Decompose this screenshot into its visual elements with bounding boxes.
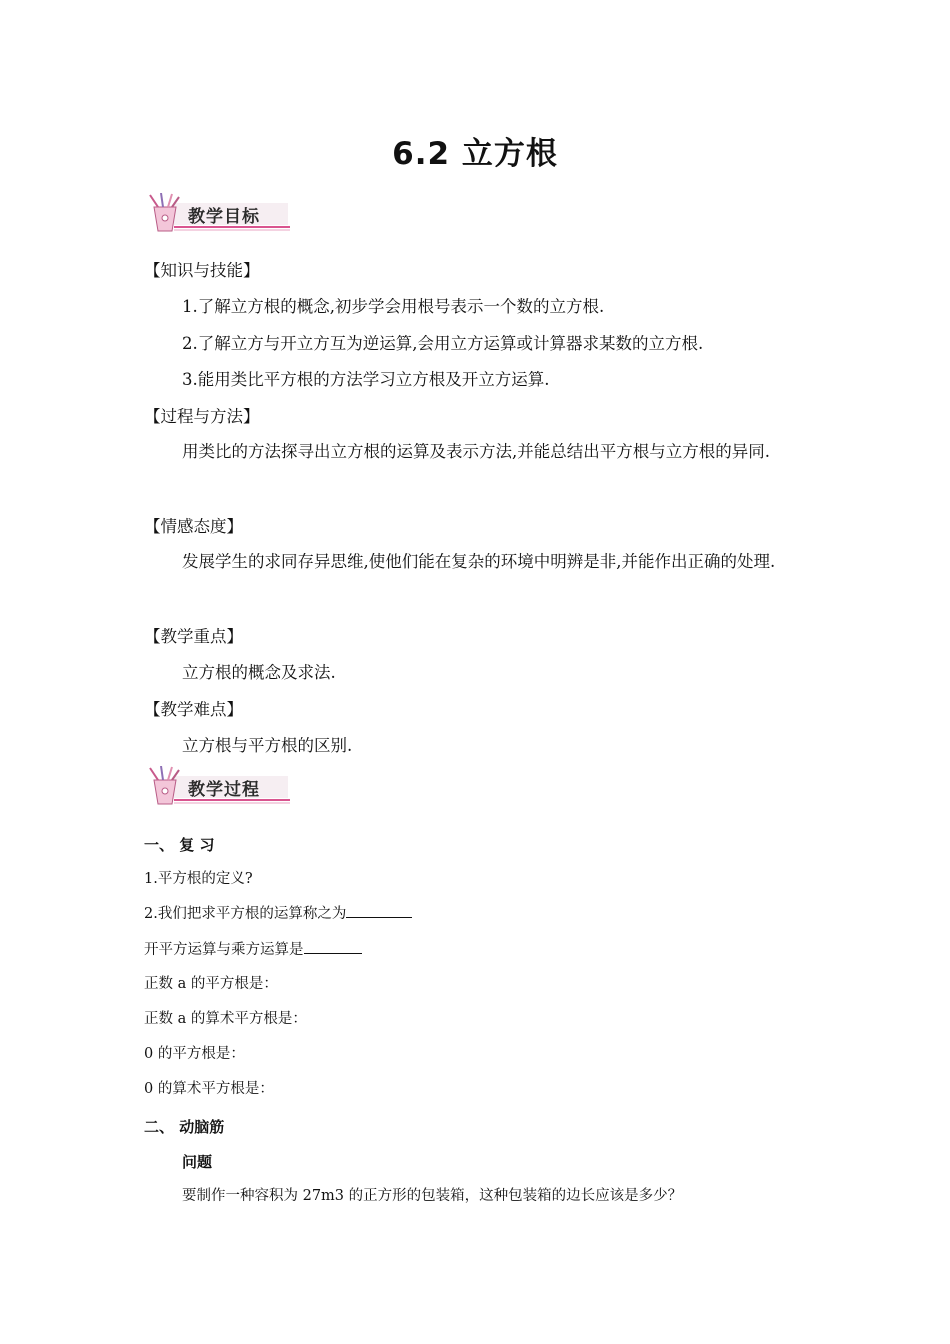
process-text: 用类比的方法探寻出立方根的运算及表示方法,并能总结出平方根与立方根的异同.	[182, 442, 770, 461]
process-heading: 【过程与方法】	[144, 407, 260, 426]
banner-teaching-process	[144, 766, 294, 806]
problem-text: 要制作一种容积为 27m3 的正方形的包装箱，这种包装箱的边长应该是多少？	[182, 1188, 683, 1204]
brainstorm-heading: 二、 动脑筋	[144, 1118, 225, 1136]
key-point-heading: 【教学重点】	[144, 627, 243, 646]
knowledge-item-1: 1.了解立方根的概念,初步学会用根号表示一个数的立方根.	[182, 297, 605, 316]
review-q2-text: 2.我们把求平方根的运算称之为	[144, 906, 347, 922]
page-title: 6.2 立方根	[392, 136, 558, 172]
banner-label: 教学目标	[188, 207, 260, 227]
banner-teaching-goals	[144, 193, 294, 233]
review-q5: 正数 a 的算术平方根是：	[144, 1011, 307, 1027]
review-q1: 1.平方根的定义?	[144, 871, 253, 887]
review-heading: 一、 复 习	[144, 836, 215, 854]
answer-blank	[304, 939, 362, 954]
problem-label: 问题	[182, 1153, 213, 1171]
review-q4: 正数 a 的平方根是：	[144, 976, 278, 992]
knowledge-item-3: 3.能用类比平方根的方法学习立方根及开立方运算.	[182, 370, 550, 389]
review-q6: 0 的平方根是：	[144, 1046, 245, 1062]
review-q7: 0 的算术平方根是：	[144, 1081, 274, 1097]
key-point-text: 立方根的概念及求法.	[182, 663, 336, 682]
banner-label: 教学过程	[188, 780, 260, 800]
difficult-point-text: 立方根与平方根的区别.	[182, 736, 353, 755]
review-q3	[144, 937, 814, 963]
review-q3-text: 开平方运算与乘方运算是	[144, 942, 304, 958]
emotion-text: 发展学生的求同存异思维,使他们能在复杂的环境中明辨是非,并能作出正确的处理.	[182, 552, 776, 571]
knowledge-heading: 【知识与技能】	[144, 261, 260, 280]
review-q2	[144, 901, 814, 927]
knowledge-item-2: 2.了解立方与开立方互为逆运算,会用立方运算或计算器求某数的立方根.	[182, 334, 704, 353]
difficult-point-heading: 【教学难点】	[144, 700, 243, 719]
answer-blank	[346, 903, 412, 918]
emotion-heading: 【情感态度】	[144, 517, 243, 536]
